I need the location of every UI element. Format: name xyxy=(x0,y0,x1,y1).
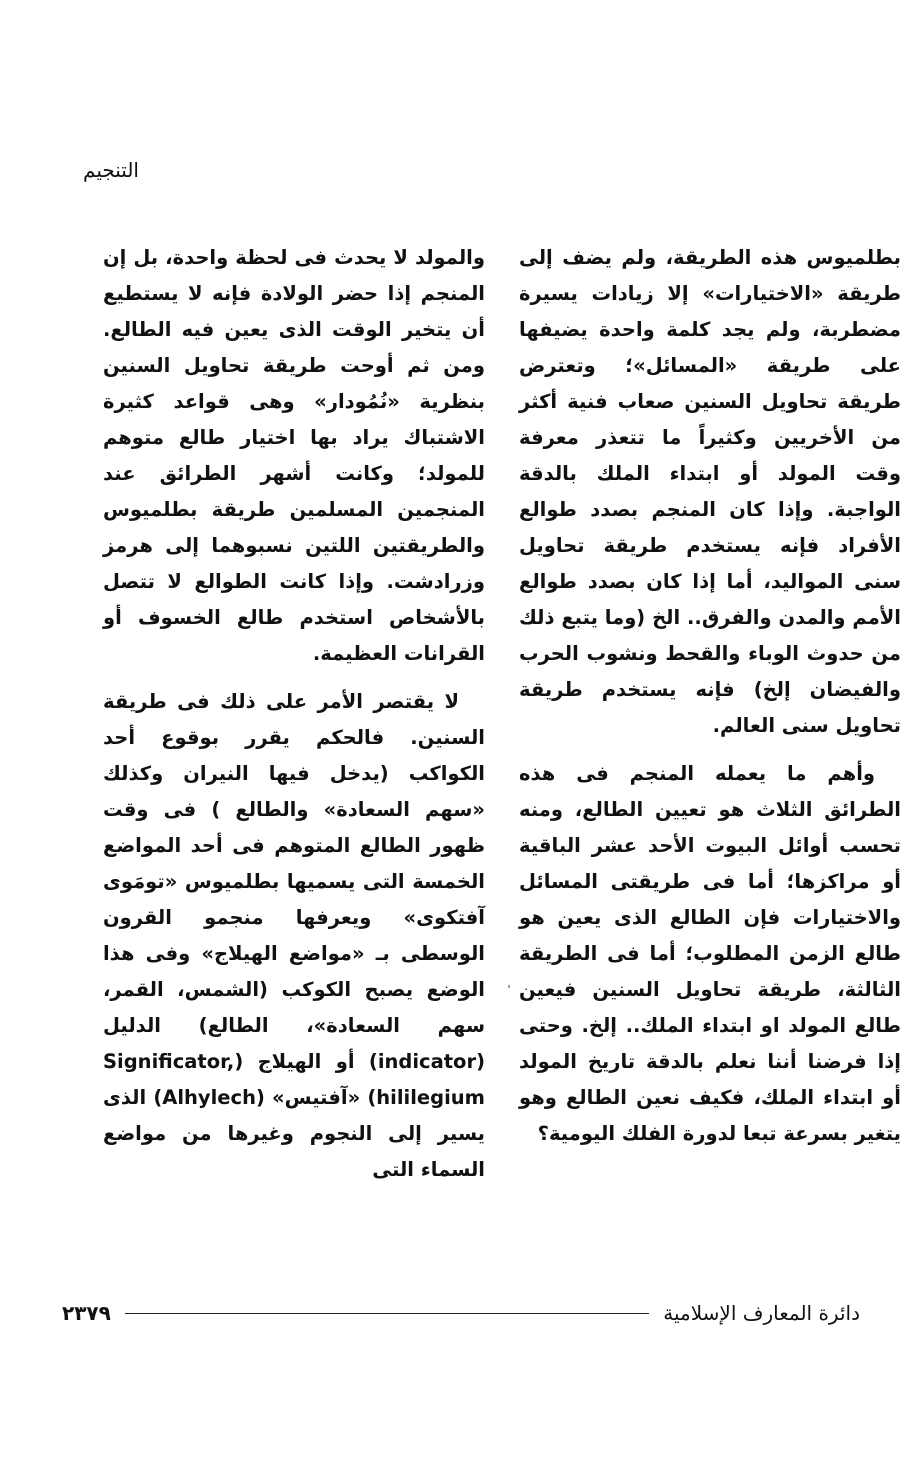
text-column-left xyxy=(103,240,485,1188)
text-column-right xyxy=(519,240,901,1152)
footer-rule xyxy=(125,1313,649,1314)
margin-speck xyxy=(508,985,510,988)
paragraph: بطلميوس هذه الطريقة، ولم يضف إلى طريقة «الاختيارات» إلا زيادات يسيرة مضطربة، ولم يجد كلمة واحدة يضيفها على طريقة «المسائل»؛ وتعترض طريقة تحاويل السنين صعاب فنية أكثر من الأخريين وكثيراً ما تتعذر معرفة وقت المولد أو ابتداء الملك بالدقة الواجبة. وإذا كان المنجم بصدد طوالع الأفراد فإنه يستخدم طريقة تحاويل سنى المواليد، أما إذا كان بصدد طوالع الأمم والمدن والفرق.. الخ (وما يتبع ذلك من حدوث الوباء والقحط ونشوب الحرب والفيضان إلخ) فإنه يستخدم طريقة تحاويل سنى العالم. xyxy=(519,246,901,737)
running-title: التنجيم xyxy=(83,158,139,182)
journal-title: دائرة المعارف الإسلامية xyxy=(663,1301,860,1325)
paragraph: والمولد لا يحدث فى لحظة واحدة، بل إن المنجم إذا حضر الولادة فإنه لا يستطيع أن يتخير الوقت الذى يعين فيه الطالع. ومن ثم أوحت طريقة تحاويل السنين بنظرية «نُمُودار» وهى قواعد كثيرة الاشتباك يراد بها اختيار طالع متوهم للمولد؛ وكانت أشهر الطرائق عند المنجمين المسلمين طريقة بطلميوس والطريقتين اللتين نسبوهما إلى هرمز وزرادشت. وإذا كانت الطوالع لا تتصل بالأشخاص استخدم طالع الخسوف أو القرانات العظيمة. xyxy=(103,246,485,665)
paragraph: وأهم ما يعمله المنجم فى هذه الطرائق الثلاث هو تعيين الطالع، ومنه تحسب أوائل البيوت الأحد عشر الباقية أو مراكزها؛ أما فى طريقتى المسائل والاختيارات فإن الطالع الذى يعين هو طالع الزمن المطلوب؛ أما فى الطريقة الثالثة، طريقة تحاويل السنين فيعين طالع المولد او ابتداء الملك.. إلخ. وحتى إذا فرضنا أننا نعلم بالدقة تاريخ المولد أو ابتداء الملك، فكيف نعين الطالع وهو يتغير بسرعة تبعا لدورة الفلك اليومية؟ xyxy=(519,762,901,1145)
paragraph: لا يقتصر الأمر على ذلك فى طريقة السنين. فالحكم يقرر بوقوع أحد الكواكب (يدخل فيها النيران وكذلك «سهم السعادة» والطالع ) فى وقت ظهور الطالع المتوهم فى أحد المواضع الخمسة التى يسميها بطلميوس «تومَوى آفتكوى» ويعرفها منجمو القرون الوسطى بـ «مواضع الهيلاج» وفى هذا الوضع يصبح الكوكب (الشمس، القمر، سهم السعادة»، الطالع) الدليل (indicator) أو الهيلاج (Significator, hililegium) «آفتيس» (Alhylech) الذى يسير إلى النجوم وغيرها من مواضع السماء التى xyxy=(103,690,485,1181)
page-footer xyxy=(62,1298,860,1328)
page-number: ٢٣٧٩ xyxy=(62,1301,111,1325)
